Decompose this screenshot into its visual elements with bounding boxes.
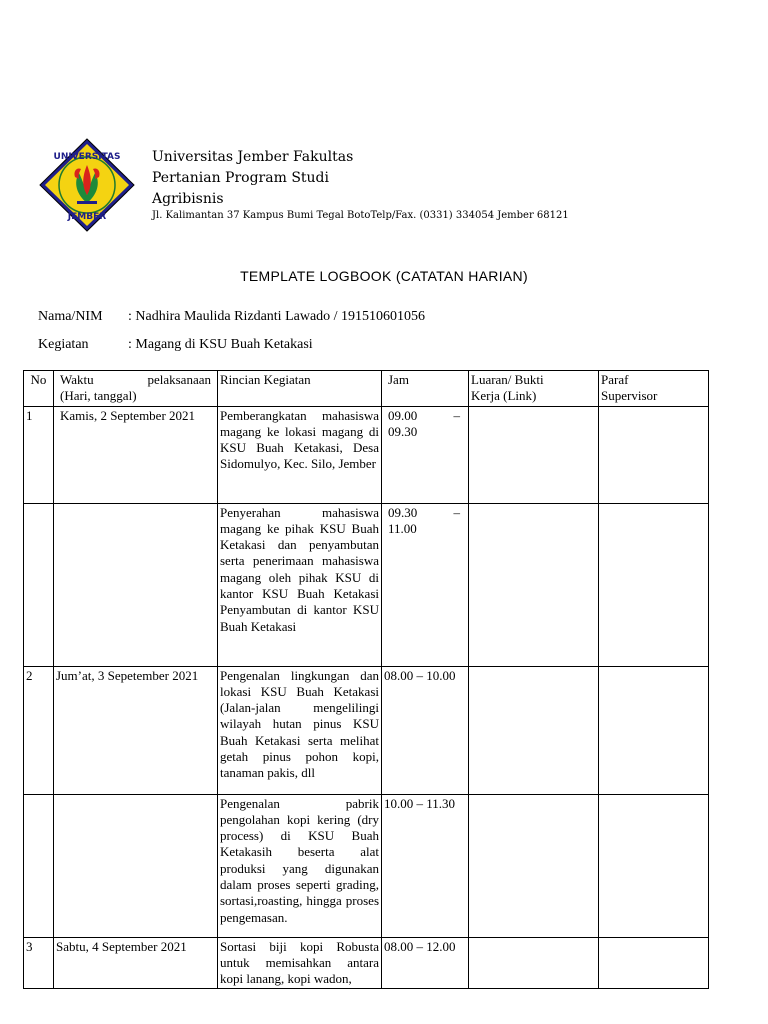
cell-activity: Pemberangkatan mahasiswa magang ke lokasi magang di KSU Buah Ketakasi, Desa Sidomulyo, Kec. Silo, Jember [218, 406, 382, 503]
cell-paraf [599, 503, 709, 666]
cell-luaran [469, 406, 599, 503]
cell-activity: Pengenalan pabrik pengolahan kopi kering (dry process) di KSU Buah Ketakasih beserta alat produksi yang digunakan dalam proses seperti grading, sortasi,roasting, hingga proses pengemasan. [218, 794, 382, 937]
cell-activity: Pengenalan lingkungan dan lokasi KSU Buah Ketakasi (Jalan-jalan mengelilingi wilayah hutan pinus KSU Buah Ketakasi serta melihat getah pinus pohon kopi, tanaman pakis, dll [218, 666, 382, 794]
cell-no [24, 794, 54, 937]
activity-label: Kegiatan [38, 337, 89, 352]
header-line-3: Agribisnis [152, 191, 224, 207]
logo-text-bottom: JEMBER [67, 212, 107, 222]
activity-value: : Magang di KSU Buah Ketakasi [128, 337, 313, 352]
table-header-row [24, 371, 709, 407]
name-value: : Nadhira Maulida Rizdanti Lawado / 191510601056 [128, 309, 426, 324]
cell-no [24, 503, 54, 666]
name-row [38, 309, 426, 325]
cell-activity: Penyerahan mahasiswa magang ke pihak KSU Buah Ketakasi dan penyambutan serta penerimaan mahasiswa magang oleh pihak KSU di kantor KSU Buah Ketakasi Penyambutan di kantor KSU Buah Ketakasi [218, 503, 382, 666]
activity-row [38, 337, 313, 353]
logo-text-top: UNIVERSITAS [53, 152, 121, 162]
cell-luaran [469, 937, 599, 989]
cell-jam: 09.30 – 11.00 [382, 503, 469, 666]
table-row [24, 794, 709, 937]
header-no: No [24, 371, 54, 407]
header-waktu: Waktu pelaksanaan (Hari, tanggal) [54, 371, 218, 407]
document-title: TEMPLATE LOGBOOK (CATATAN HARIAN) [240, 268, 528, 284]
cell-no: 3 [24, 937, 54, 989]
cell-date: Kamis, 2 September 2021 [54, 406, 218, 503]
cell-luaran [469, 666, 599, 794]
table-row [24, 937, 709, 989]
cell-luaran [469, 503, 599, 666]
table-row [24, 666, 709, 794]
header-paraf: Paraf Supervisor [599, 371, 709, 407]
cell-no: 1 [24, 406, 54, 503]
cell-paraf [599, 937, 709, 989]
header-luaran: Luaran/ Bukti Kerja (Link) [469, 371, 599, 407]
table-row [24, 503, 709, 666]
cell-paraf [599, 406, 709, 503]
cell-no: 2 [24, 666, 54, 794]
university-logo [37, 137, 137, 233]
cell-date [54, 503, 218, 666]
name-label: Nama/NIM [38, 309, 103, 324]
cell-date: Jum’at, 3 Sepetember 2021 [54, 666, 218, 794]
cell-date [54, 794, 218, 937]
cell-jam: 10.00 – 11.30 [382, 794, 469, 937]
cell-jam: 08.00 – 12.00 [382, 937, 469, 989]
header-rincian: Rincian Kegiatan [218, 371, 382, 407]
cell-date: Sabtu, 4 September 2021 [54, 937, 218, 989]
cell-jam: 08.00 – 10.00 [382, 666, 469, 794]
header-address: Jl. Kalimantan 37 Kampus Bumi Tegal BotoTelp/Fax. (0331) 334054 Jember 68121 [152, 210, 569, 221]
cell-activity: Sortasi biji kopi Robusta untuk memisahkan antara kopi lanang, kopi wadon, [218, 937, 382, 989]
cell-luaran [469, 794, 599, 937]
header-jam: Jam [382, 371, 469, 407]
cell-paraf [599, 666, 709, 794]
table-row [24, 406, 709, 503]
header-line-2: Pertanian Program Studi [152, 170, 329, 186]
header-line-1: Universitas Jember Fakultas [152, 149, 354, 165]
logbook-table [23, 370, 709, 989]
cell-jam: 09.00 – 09.30 [382, 406, 469, 503]
cell-paraf [599, 794, 709, 937]
